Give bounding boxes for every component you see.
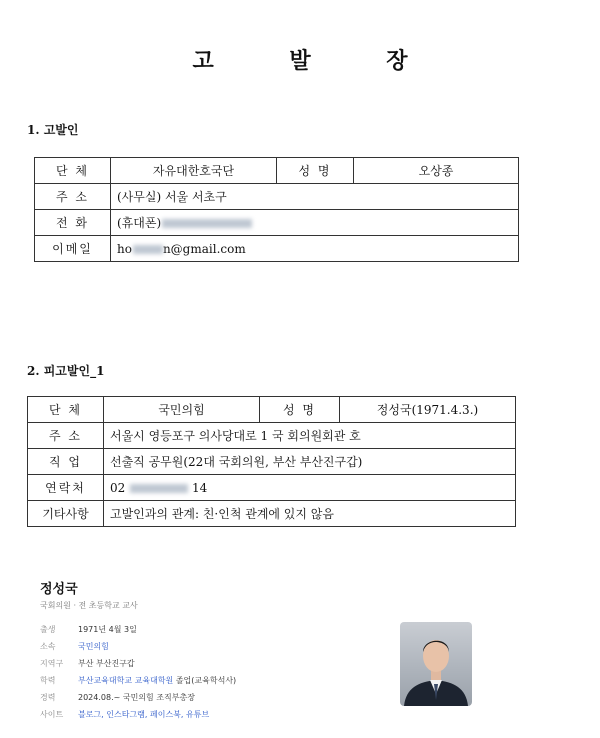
table-row bbox=[28, 423, 516, 449]
profile-row-career bbox=[40, 692, 195, 703]
address-label: 주 소 bbox=[35, 184, 111, 210]
address-value: (사무실) 서울 서초구 bbox=[111, 184, 519, 210]
profile-key: 출생 bbox=[40, 625, 56, 634]
etc-label: 기타사항 bbox=[28, 501, 104, 527]
profile-key: 지역구 bbox=[40, 659, 64, 668]
job-value: 선출직 공무원(22대 국회의원, 부산 부산진구갑) bbox=[104, 449, 516, 475]
group-value: 자유대한호국단 bbox=[111, 158, 277, 184]
accused-table bbox=[27, 396, 516, 527]
profile-name: 정성국 bbox=[40, 582, 78, 597]
contact-value-start: 02 bbox=[110, 480, 126, 495]
profile-card bbox=[40, 578, 490, 719]
etc-value: 고발인과의 관계: 친·인척 관계에 있지 않음 bbox=[104, 501, 516, 527]
table-row bbox=[35, 236, 519, 262]
profile-row-sites bbox=[40, 709, 209, 720]
profile-value: 졸업(교육학석사) bbox=[173, 676, 237, 685]
address-label: 주 소 bbox=[28, 423, 104, 449]
name-value: 정성국(1971.4.3.) bbox=[340, 397, 516, 423]
profile-row-birth bbox=[40, 624, 137, 635]
profile-value: 1971년 4월 3일 bbox=[78, 625, 137, 634]
table-row bbox=[28, 501, 516, 527]
profile-key: 사이트 bbox=[40, 710, 64, 719]
profile-photo bbox=[400, 622, 472, 706]
table-row bbox=[35, 210, 519, 236]
name-value: 오상종 bbox=[354, 158, 519, 184]
redaction-blur bbox=[130, 484, 188, 493]
profile-value: 부산 부산진구갑 bbox=[78, 659, 135, 668]
address-value: 서울시 영등포구 의사당대로 1 국 회의원회관 호 bbox=[104, 423, 516, 449]
table-row bbox=[28, 449, 516, 475]
email-cell bbox=[111, 236, 519, 262]
phone-label: 전 화 bbox=[35, 210, 111, 236]
profile-value: 2024.08.~ 국민의힘 조직부총장 bbox=[78, 693, 195, 702]
contact-label: 연락처 bbox=[28, 475, 104, 501]
table-row bbox=[35, 184, 519, 210]
education-link[interactable]: 부산교육대학교 교육대학원 bbox=[78, 676, 174, 685]
section-heading-accused: 2. 피고발인_1 bbox=[27, 364, 105, 378]
group-value: 국민의힘 bbox=[104, 397, 260, 423]
name-label: 성 명 bbox=[277, 158, 354, 184]
profile-key: 경력 bbox=[40, 693, 56, 702]
phone-value: (휴대폰) bbox=[117, 216, 162, 230]
group-label: 단 체 bbox=[35, 158, 111, 184]
profile-key: 학력 bbox=[40, 676, 56, 685]
profile-subtitle: 국회의원 · 전 초등학교 교사 bbox=[40, 601, 138, 610]
table-row bbox=[28, 475, 516, 501]
group-label: 단 체 bbox=[28, 397, 104, 423]
party-link[interactable]: 국민의힘 bbox=[78, 642, 109, 651]
person-photo-icon bbox=[400, 622, 472, 706]
profile-row-party bbox=[40, 641, 109, 652]
profile-key: 소속 bbox=[40, 642, 56, 651]
email-value-end: n@gmail.com bbox=[162, 241, 246, 256]
complainant-table bbox=[34, 157, 519, 262]
document-title: 고 발 장 bbox=[192, 48, 442, 74]
name-label: 성 명 bbox=[260, 397, 340, 423]
contact-cell bbox=[104, 475, 516, 501]
redaction-blur bbox=[162, 219, 252, 228]
job-label: 직 업 bbox=[28, 449, 104, 475]
table-row bbox=[35, 158, 519, 184]
table-row bbox=[28, 397, 516, 423]
redaction-blur bbox=[133, 245, 163, 254]
sites-link[interactable]: 블로그, 인스타그램, 페이스북, 유튜브 bbox=[78, 710, 210, 719]
contact-value-end: 14 bbox=[191, 480, 208, 495]
profile-row-district bbox=[40, 658, 135, 669]
phone-cell bbox=[111, 210, 519, 236]
section-heading-complainant: 1. 고발인 bbox=[27, 123, 79, 137]
profile-row-education bbox=[40, 675, 236, 686]
email-value-start: ho bbox=[117, 241, 132, 256]
email-label: 이메일 bbox=[35, 236, 111, 262]
